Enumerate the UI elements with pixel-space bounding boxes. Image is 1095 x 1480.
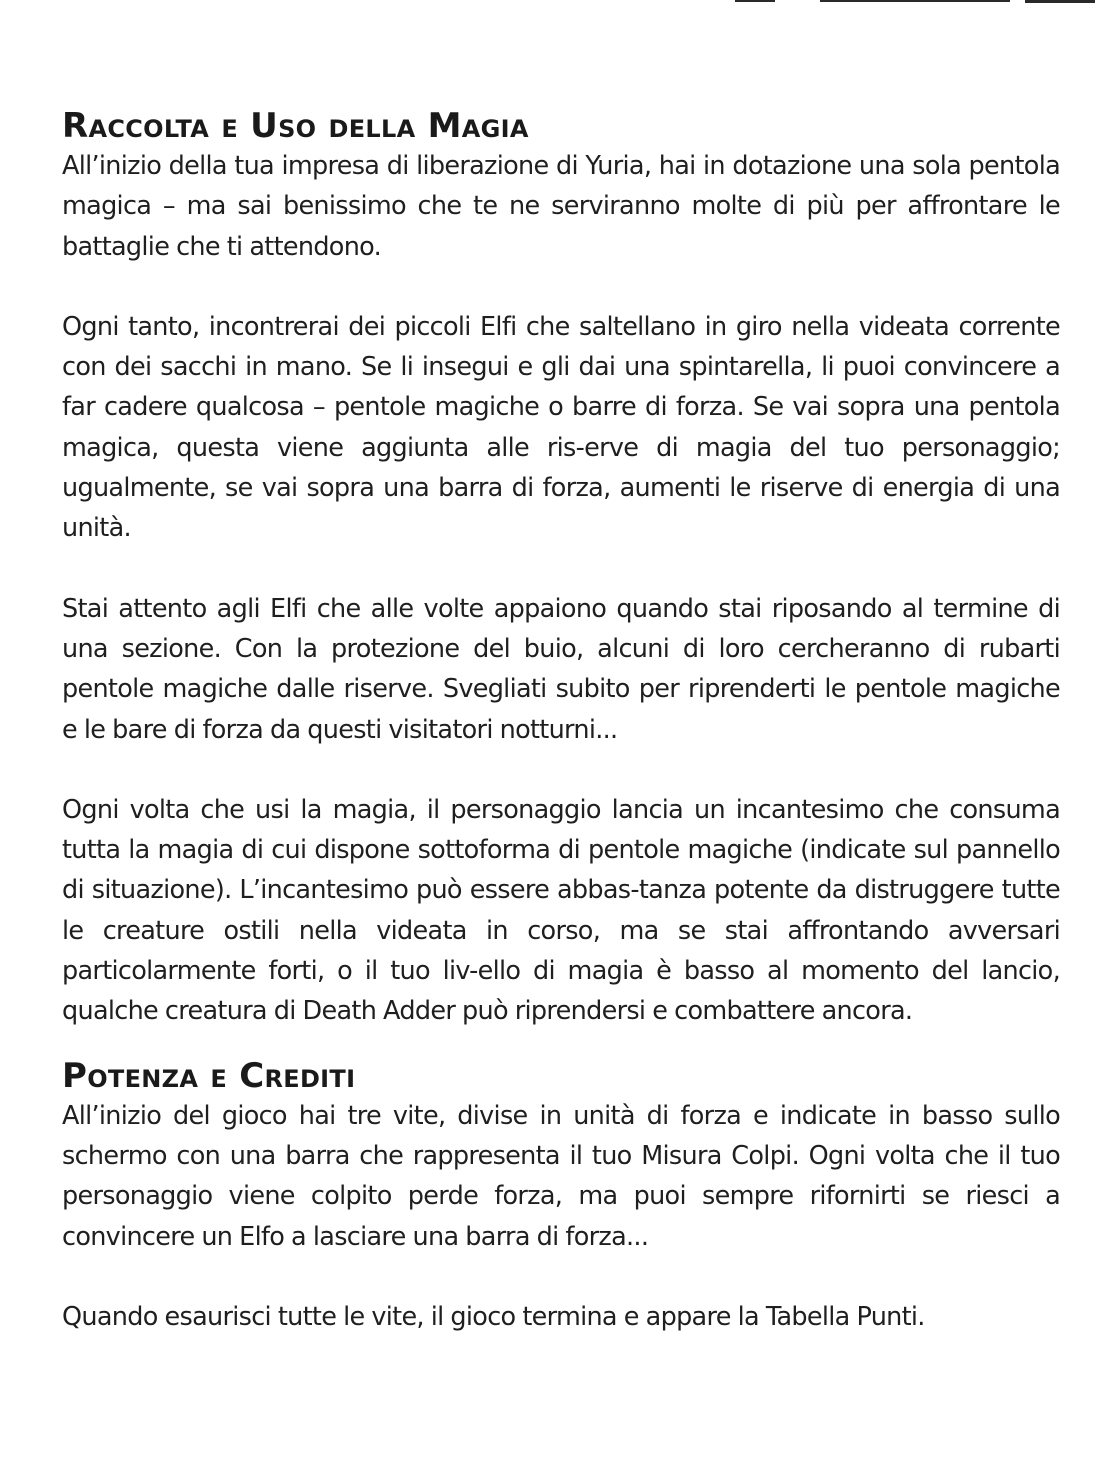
- paragraph: All’inizio del gioco hai tre vite, divise in unità di forza e indicate in basso sullo schermo con una barra che rappresenta il tuo Misura Colpi. Ogni volta che il tuo personaggio viene colpito perde forza, ma puoi sempre rifornirti se riesci a convincere un Elfo a lasciare una barra di forza...: [62, 1100, 1060, 1252]
- section-power-credits: [62, 1056, 1060, 1337]
- manual-page: [62, 106, 1060, 1337]
- section-heading-power-credits: Potenza e Crediti: [62, 1055, 356, 1096]
- paragraph: Quando esaurisci tutte le vite, il gioco termina e appare la Tabella Punti.: [62, 1301, 925, 1332]
- paragraph: All’inizio della tua impresa di liberazione di Yuria, hai in dotazione una sola pentola magica – ma sai benissimo che te ne serviranno molte di più per affrontare le battaglie che ti attendono.: [62, 151, 1060, 262]
- paragraph: Ogni volta che usi la magia, il personaggio lancia un incantesimo che consuma tutta la magia di cui dispone sottoforma di pentole magiche (indicate sul pannello di situazione). L’incantesimo può essere abbas-tanza potente da distruggere tutte le creature ostili nella videata in corso, ma se stai affrontando avversari particolarmente forti, o il tuo liv-ello di magia è basso al momento del lancio, qualche creatura di Death Adder può riprendersi e combattere ancora.: [62, 794, 1060, 1027]
- scan-edge-marks: [735, 0, 1095, 3]
- section-heading-magic: Raccolta e Uso della Magia: [62, 106, 529, 146]
- section-magic: [62, 106, 1060, 1032]
- paragraph: Ogni tanto, incontrerai dei piccoli Elfi che saltellano in giro nella videata corrente con dei sacchi in mano. Se li insegui e gli dai una spintarella, li puoi convincere a far cadere qualcosa – pentole magiche o barre di forza. Se vai sopra una pentola magica, questa viene aggiunta alle ris-erve di magia del tuo personaggio; ugualmente, se vai sopra una barra di forza, aumenti le riserve di energia di una unità.: [62, 311, 1060, 544]
- paragraph: Stai attento agli Elfi che alle volte appaiono quando stai riposando al termine di una sezione. Con la protezione del buio, alcuni di loro cercheranno di rubarti pentole magiche dalle riserve. Svegliati subito per riprenderti le pentole magiche e le bare di forza da questi visitatori notturni...: [62, 593, 1060, 745]
